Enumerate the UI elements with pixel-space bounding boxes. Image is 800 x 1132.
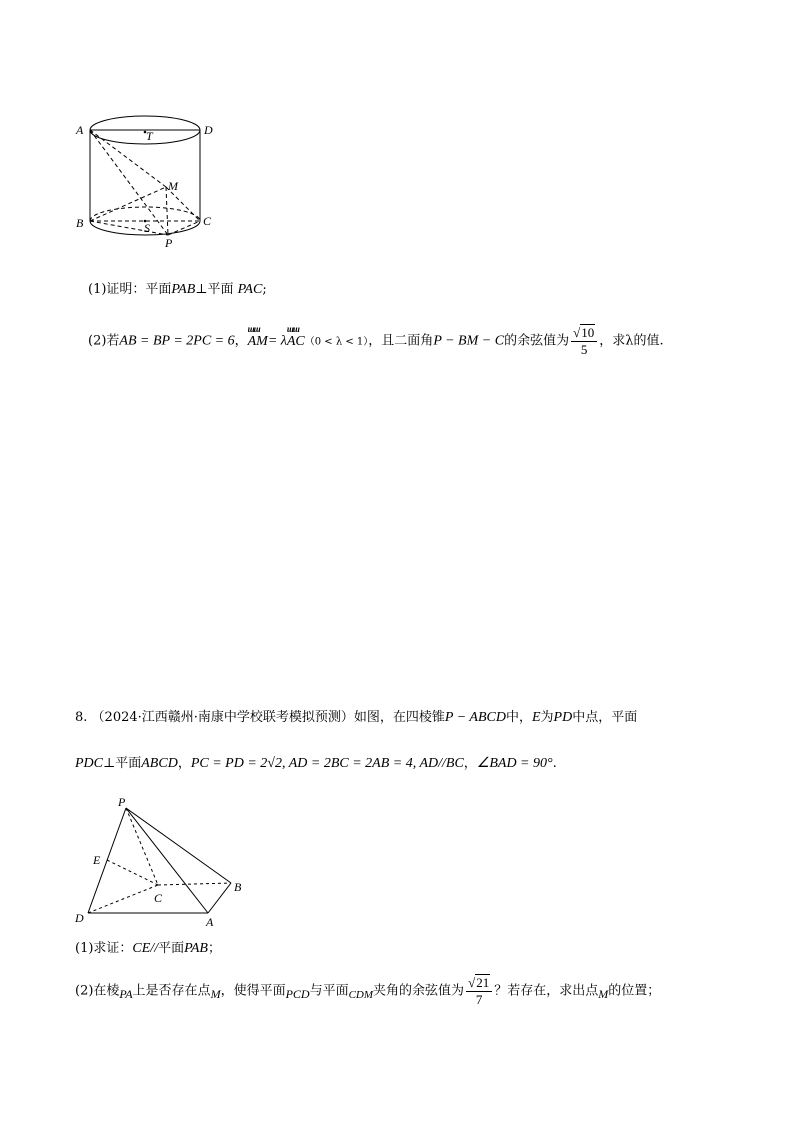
q8-part1-mid: 平面 bbox=[158, 941, 185, 956]
q8-pyramid: P − ABCD bbox=[444, 710, 506, 725]
q8-edge-pd: PD bbox=[553, 710, 573, 725]
label-C: C bbox=[154, 891, 163, 905]
q8-plane-pdc: PDC bbox=[75, 756, 103, 771]
q8-plane-cdm: CDM bbox=[348, 989, 374, 1002]
q8-edge-pa: PA bbox=[119, 987, 133, 1002]
q8-part2-end: 的位置； bbox=[608, 983, 661, 999]
edge-CB bbox=[158, 883, 231, 885]
q8-cos-denominator: 7 bbox=[475, 992, 483, 1007]
q8-base-abcd: ABCD bbox=[141, 756, 178, 771]
label-P: P bbox=[165, 236, 173, 250]
label-M: M bbox=[168, 179, 178, 193]
label-A: A bbox=[76, 123, 84, 137]
q8-perp-symbol: ⊥ bbox=[103, 756, 116, 771]
figure-pyramid bbox=[70, 790, 250, 930]
label-D: D bbox=[75, 911, 84, 925]
q7-vector-am: ɯɯ AM bbox=[248, 334, 268, 350]
q8-part1-end: ； bbox=[207, 941, 221, 956]
q8-part2-t4: 夹角的余弦值为 bbox=[373, 983, 465, 999]
q7-part2-prefix: (2)若 bbox=[88, 333, 120, 349]
q8-part1 bbox=[75, 937, 221, 957]
q8-comma1: ， bbox=[177, 756, 191, 771]
q7-vector-eq: = λ bbox=[267, 333, 287, 349]
segment-MP bbox=[166, 187, 168, 235]
q8-plane-pab: PAB bbox=[184, 941, 208, 956]
q7-part1-end: ; bbox=[262, 282, 267, 297]
q7-perp-symbol: ⊥ bbox=[195, 282, 208, 297]
q7-plane-pab: PAB bbox=[171, 282, 196, 297]
q7-cos-fraction: $\frac{√10}{5}$ bbox=[571, 325, 597, 357]
q8-text2: 为 bbox=[540, 710, 554, 725]
q7-part1 bbox=[88, 278, 267, 298]
label-B: B bbox=[234, 880, 242, 894]
q8-period: . bbox=[552, 756, 557, 771]
q8-point-e: E bbox=[531, 710, 541, 725]
label-T: T bbox=[146, 129, 153, 143]
q8-angle-bad: ∠BAD = 90° bbox=[476, 756, 553, 771]
q8-comma2: ， bbox=[463, 756, 477, 771]
q7-plane-pac: PAC bbox=[237, 282, 263, 297]
q7-length-condition: AB = BP = 2PC = 6 bbox=[119, 333, 235, 349]
label-B: B bbox=[76, 216, 84, 230]
label-C: C bbox=[203, 214, 212, 228]
q8-text1: 中， bbox=[505, 710, 532, 725]
q8-text3: 中点，平面 bbox=[572, 710, 638, 725]
q8-part2-t3: 与平面 bbox=[309, 983, 349, 999]
edge-DC bbox=[88, 885, 158, 913]
label-P: P bbox=[118, 795, 126, 809]
q8-part2-t1: 上是否存在点 bbox=[132, 983, 211, 999]
q8-part2-t2: ，使得平面 bbox=[220, 983, 286, 999]
q7-comma: ， bbox=[234, 333, 248, 349]
q8-plane-word: 平面 bbox=[115, 756, 142, 771]
q8-point-m: M bbox=[210, 987, 221, 1002]
edge-PA bbox=[126, 808, 208, 913]
label-A: A bbox=[206, 915, 214, 929]
q8-cos-numerator: 21 bbox=[476, 975, 490, 990]
edge-PB bbox=[126, 808, 231, 883]
q7-lambda-range: （0 < λ < 1） bbox=[304, 336, 369, 348]
q7-vector-ac: ɯɯ AC bbox=[287, 334, 305, 350]
segment-BM bbox=[90, 187, 166, 221]
q8-plane-pcd: PCD bbox=[285, 987, 310, 1002]
q8-part2-t5: ？若存在，求出点 bbox=[494, 983, 599, 999]
segment-BP bbox=[90, 221, 168, 235]
segment-EC bbox=[107, 860, 158, 885]
figure-cylinder bbox=[70, 115, 220, 255]
q7-part1-prefix: (1)证明：平面 bbox=[88, 282, 172, 297]
q8-source: （2024·江西赣州·南康中学校联考模拟预测）如图，在四棱锥 bbox=[91, 710, 445, 725]
label-S: S bbox=[144, 221, 150, 235]
q7-part2 bbox=[88, 325, 664, 357]
q8-part2 bbox=[75, 975, 660, 1007]
edge-AB bbox=[208, 883, 231, 913]
segment-AP bbox=[90, 130, 168, 235]
q7-part2-mid: ，且二面角 bbox=[368, 333, 434, 349]
segment-AM bbox=[90, 130, 166, 187]
q7-part2-end: ，求λ的值. bbox=[599, 333, 664, 349]
q8-part1-prefix: (1)求证： bbox=[75, 941, 133, 956]
q8-cos-fraction: $\frac{√21}{7}$ bbox=[466, 975, 492, 1007]
q8-stem-line1 bbox=[75, 706, 637, 726]
q8-part2-prefix: (2)在棱 bbox=[75, 983, 120, 999]
label-D: D bbox=[204, 123, 213, 137]
q8-number: 8. bbox=[75, 710, 88, 725]
label-E: E bbox=[93, 853, 101, 867]
q8-point-m2: M bbox=[598, 987, 609, 1002]
q7-part1-mid: 平面 bbox=[207, 282, 234, 297]
q8-ce-parallel: CE// bbox=[132, 941, 159, 956]
q8-conditions: PC = PD = 2√2, AD = 2BC = 2AB = 4, AD//BC bbox=[190, 756, 464, 771]
q7-dihedral-angle: P − BM − C bbox=[433, 333, 505, 349]
q7-part2-mid2: 的余弦值为 bbox=[504, 333, 570, 349]
q8-stem-line2 bbox=[75, 752, 557, 772]
q7-cos-denominator: 5 bbox=[580, 342, 588, 357]
q7-cos-numerator: 10 bbox=[581, 325, 595, 340]
